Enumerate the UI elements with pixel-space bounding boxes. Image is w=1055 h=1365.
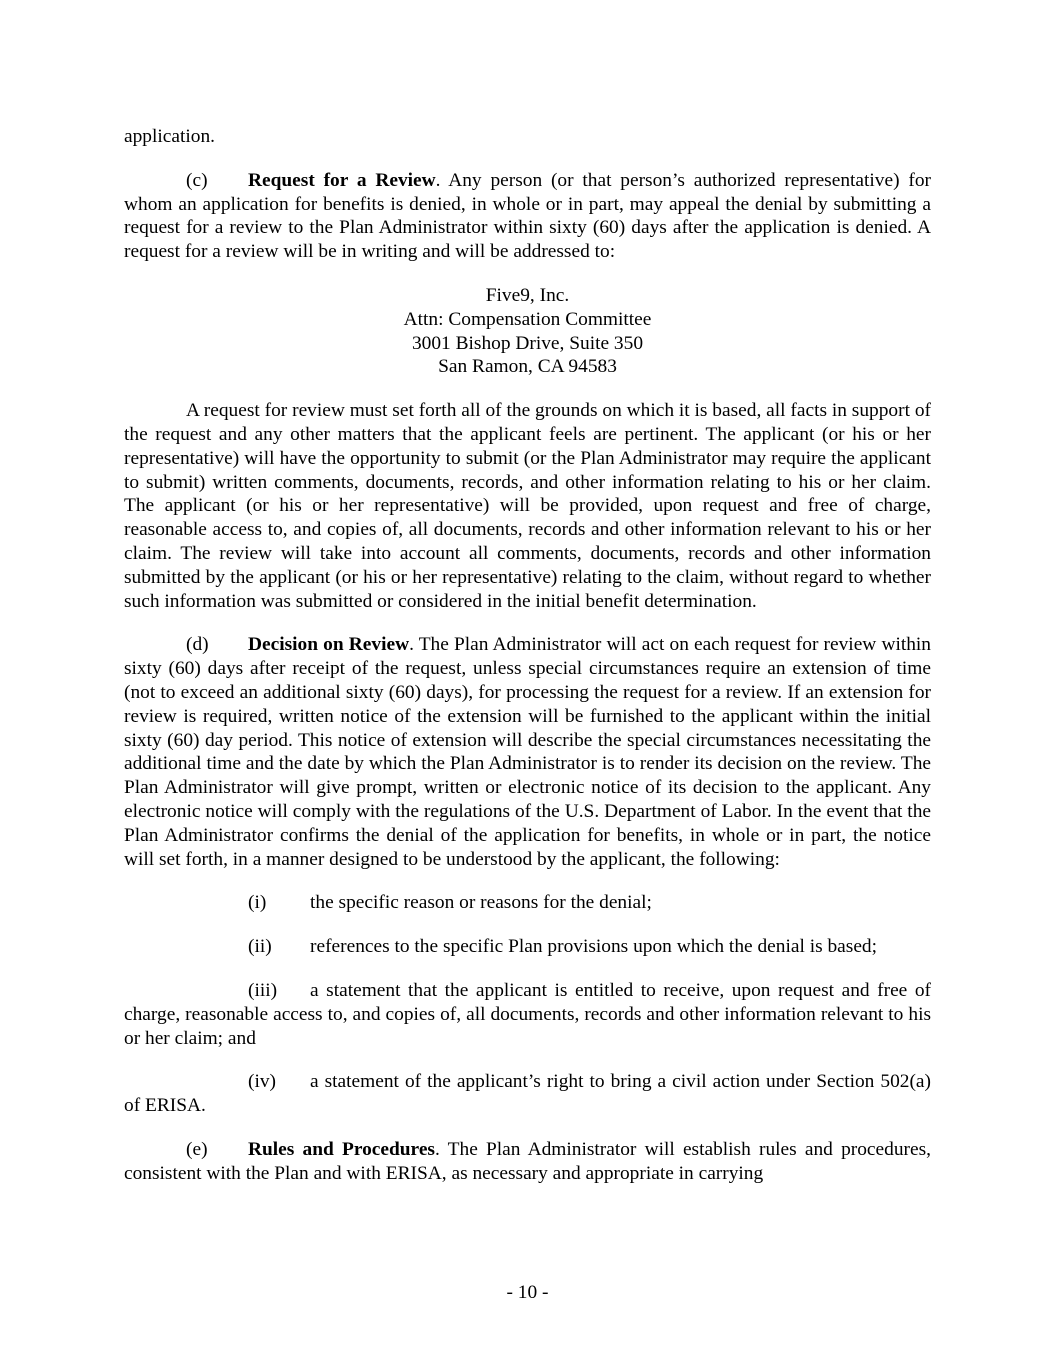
review-paragraph: A request for review must set forth all of the grounds on which it is based, all facts in support of the request and any other matters that the applicant feels are pertinent. The applicant (or his or her representative) will have the opportunity to submit (or the Plan Administrator may require the applicant to submit) written comments, documents, records, and other information relating to his or her claim. The applicant (or his or her representative) will be provided, upon request and free of charge, reasonable access to, and copies of, all documents, records and other information relevant to his or her claim. The review will take into account all comments, documents, records and other information submitted by the applicant (or his or her representative) relating to the claim, without regard to whether such information was submitted or considered in the initial benefit determination. bbox=[124, 400, 931, 612]
list-item-iii bbox=[124, 979, 931, 1050]
mailing-address bbox=[124, 284, 931, 379]
list-item-ii-text: references to the specific Plan provisions upon which the denial is based; bbox=[310, 936, 878, 958]
address-line-1: Five9, Inc. bbox=[485, 284, 570, 306]
section-c-body: . Any person (or that person’s authorized representative) for whom an application for benefits is denied, in whole or in part, may appeal the denial by submitting a request for a review to the Plan Administrator within sixty (60) days after the application is denied. A request for a review will be in writing and will be addressed to: bbox=[124, 169, 931, 263]
address-line-4: San Ramon, CA 94583 bbox=[438, 356, 617, 378]
list-item-ii bbox=[124, 935, 931, 959]
section-c-number: (c) bbox=[186, 169, 208, 191]
list-item-i bbox=[124, 891, 931, 915]
section-d-body: . The Plan Administrator will act on each request for review within sixty (60) days after receipt of the request, unless special circumstances require an extension of time (not to exceed an additional sixty (60) days), for processing the request for a review. If an extension for review is required, written notice of the extension will be furnished to the applicant within the initial sixty (60) day period. This notice of extension will describe the special circumstances necessitating the additional time and the date by which the Plan Administrator is to render its decision on the review. The Plan Administrator will give prompt, written or electronic notice of its decision to the applicant. Any electronic notice will comply with the regulations of the U.S. Department of Labor. In the event that the Plan Administrator confirms the denial of the application for benefits, in whole or in part, the notice will set forth, in a manner designed to be understood by the applicant, the following: bbox=[124, 634, 931, 870]
list-item-iv-text: a statement of the applicant’s right to bring a civil action under Section 502(a) of ERISA. bbox=[124, 1071, 931, 1117]
section-e-heading: Rules and Procedures bbox=[248, 1138, 435, 1160]
list-item-iii-number: (iii) bbox=[248, 979, 278, 1001]
list-item-iv-number: (iv) bbox=[248, 1071, 276, 1093]
list-item-i-number: (i) bbox=[248, 892, 267, 914]
section-c-heading: Request for a Review bbox=[248, 169, 436, 191]
section-c bbox=[124, 169, 931, 264]
list-item-iii-text: a statement that the applicant is entitled to receive, upon request and free of charge, reasonable access to, and copies of, all documents, records and other information relevant to his or her claim; and bbox=[124, 979, 931, 1049]
section-d bbox=[124, 633, 931, 871]
opening-fragment: application. bbox=[124, 126, 215, 147]
list-item-ii-number: (ii) bbox=[248, 936, 272, 958]
section-e-body: . The Plan Administrator will establish rules and procedures, consistent with the Plan and with ERISA, as necessary and appropriate in carrying bbox=[124, 1138, 931, 1184]
section-d-number: (d) bbox=[186, 634, 209, 656]
list-item-iv bbox=[124, 1070, 931, 1118]
section-e-number: (e) bbox=[186, 1138, 208, 1160]
section-d-heading: Decision on Review bbox=[248, 634, 410, 656]
page-number: - 10 - bbox=[506, 1282, 549, 1303]
document-page bbox=[124, 125, 931, 1205]
address-line-2: Attn: Compensation Committee bbox=[403, 308, 652, 330]
section-e bbox=[124, 1138, 931, 1186]
list-item-i-text: the specific reason or reasons for the denial; bbox=[310, 892, 652, 914]
address-line-3: 3001 Bishop Drive, Suite 350 bbox=[411, 332, 644, 354]
